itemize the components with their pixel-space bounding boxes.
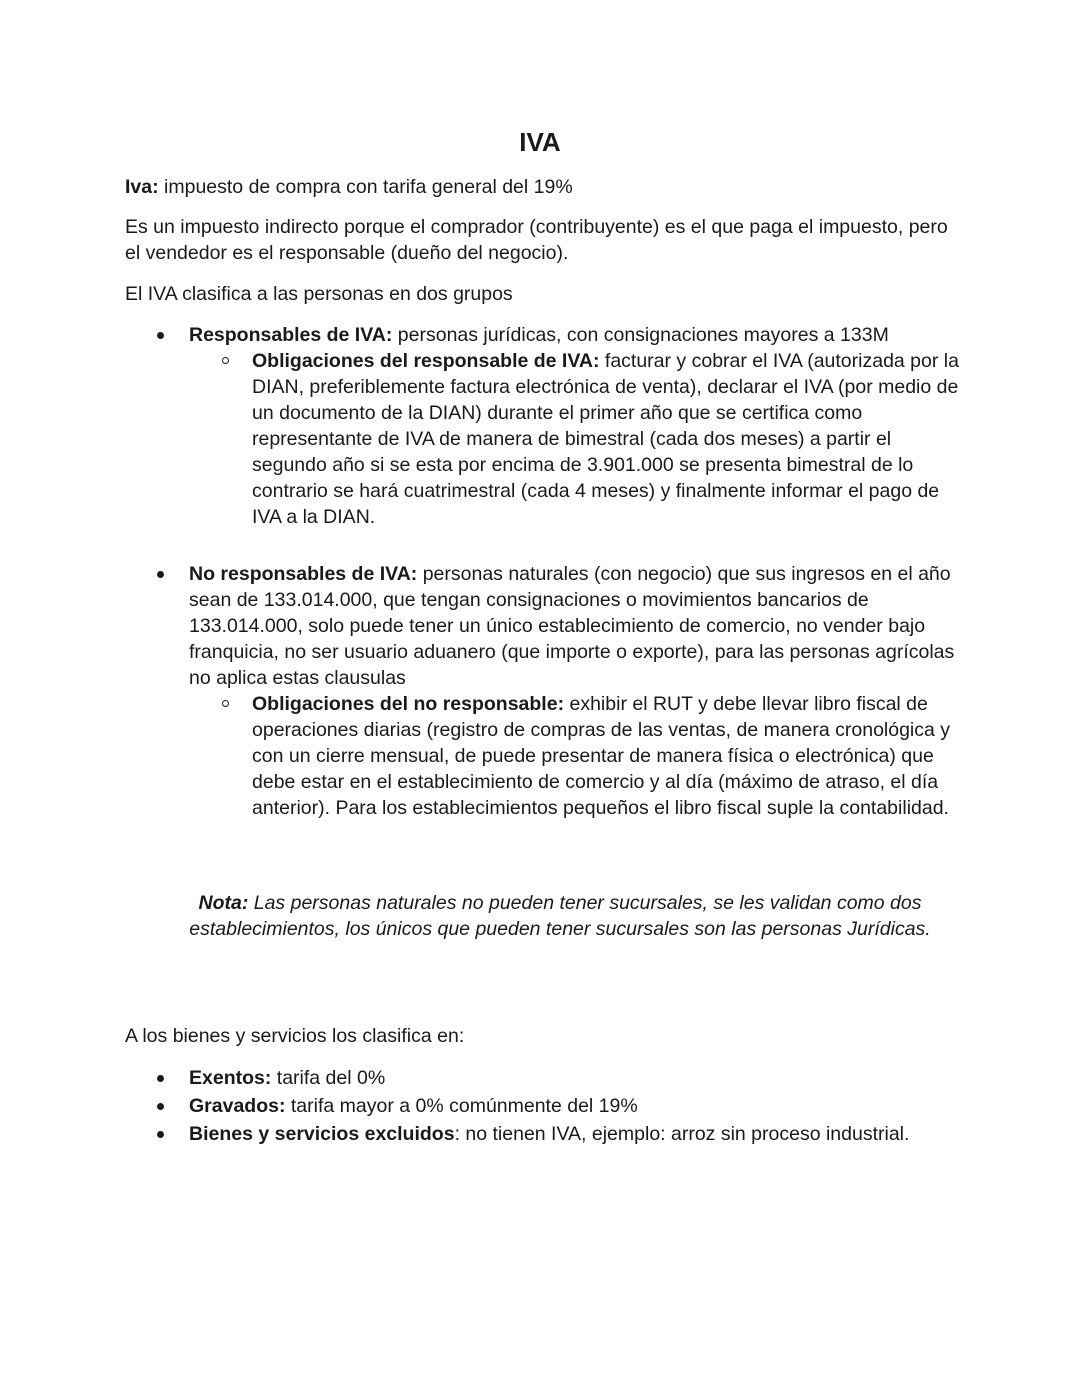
- list-item-exentos: [189, 1065, 969, 1091]
- sub-text: exhibir el RUT y debe llevar libro fiscal de operaciones diarias (registro de compras de las ventas, de manera cronológica y con un cierre mensual, de puede presentar de manera física o electrónica) que debe estar en el establecimiento de comercio y al día (máximo de atraso, el día anterior). Para los establecimientos pequeños el libro fiscal suple la contabilidad.: [252, 693, 951, 819]
- sub-label: Obligaciones del responsable de IVA:: [252, 350, 600, 372]
- group-text: personas jurídicas, con consignaciones mayores a 133M: [392, 324, 889, 346]
- paragraph-groups-intro: El IVA clasifica a las personas en dos grupos: [125, 283, 513, 305]
- note-text: Las personas naturales no pueden tener sucursales, se les validan como dos establecimientos, los únicos que pueden tener sucursales son las personas Jurídicas.: [189, 892, 931, 940]
- bullet-icon: [157, 1131, 164, 1138]
- category-text: tarifa del 0%: [271, 1067, 386, 1089]
- page-title: IVA: [519, 127, 561, 157]
- note-label: Nota:: [198, 892, 249, 914]
- note-paragraph: [150, 890, 970, 942]
- paragraph-classification-intro: A los bienes y servicios los clasifica en:: [125, 1025, 465, 1047]
- group-label: No responsables de IVA:: [189, 563, 418, 585]
- category-text: : no tienen IVA, ejemplo: arroz sin proceso industrial.: [454, 1123, 910, 1145]
- sub-text: facturar y cobrar el IVA (autorizada por la DIAN, preferiblemente factura electrónica de venta), declarar el IVA (por medio de un documento de la DIAN) durante el primer año que se certifica como representante de IVA de manera de bimestral (cada dos meses) a partir el segundo año si se esta por encima de 3.901.000 se presenta bimestral de lo contrario se hará cuatrimestral (cada 4 meses) y finalmente informar el pago de IVA a la DIAN.: [252, 350, 959, 528]
- intro-text: impuesto de compra con tarifa general del 19%: [158, 176, 573, 198]
- sub-item-obligaciones-responsable: [189, 348, 969, 530]
- bullet-icon: [157, 1075, 164, 1082]
- bullet-icon: [157, 1103, 164, 1110]
- list-item-excluidos: [189, 1121, 969, 1147]
- group-text: personas naturales (con negocio) que sus ingresos en el año sean de 133.014.000, que tengan consignaciones o movimientos bancarios de 133.014.000, solo puede tener un único establecimiento de comercio, no vender bajo franquicia, no ser usuario aduanero (que importe o exporte), para las personas agrícolas no aplica estas clausulas: [189, 563, 955, 689]
- paragraph-indirect-tax: Es un impuesto indirecto porque el comprador (contribuyente) es el que paga el impuesto, pero el vendedor es el responsable (dueño del negocio).: [125, 216, 948, 264]
- category-label: Gravados:: [189, 1095, 286, 1117]
- bullet-icon: [157, 332, 164, 339]
- category-label: Exentos:: [189, 1067, 272, 1089]
- group-item-no-responsables: [189, 561, 969, 821]
- list-item-gravados: [189, 1093, 969, 1119]
- sub-label: Obligaciones del no responsable:: [252, 693, 565, 715]
- group-item-responsables: [189, 322, 969, 530]
- bullet-icon: [157, 571, 164, 578]
- group-label: Responsables de IVA:: [189, 324, 393, 346]
- intro-paragraph: [125, 174, 965, 200]
- sub-item-obligaciones-no-responsable: [189, 691, 969, 821]
- categories-list: [189, 1065, 969, 1147]
- intro-label: Iva:: [125, 176, 159, 198]
- circle-bullet-icon: [222, 357, 229, 364]
- category-label: Bienes y servicios excluidos: [189, 1123, 455, 1145]
- circle-bullet-icon: [222, 700, 229, 707]
- category-text: tarifa mayor a 0% comúnmente del 19%: [285, 1095, 638, 1117]
